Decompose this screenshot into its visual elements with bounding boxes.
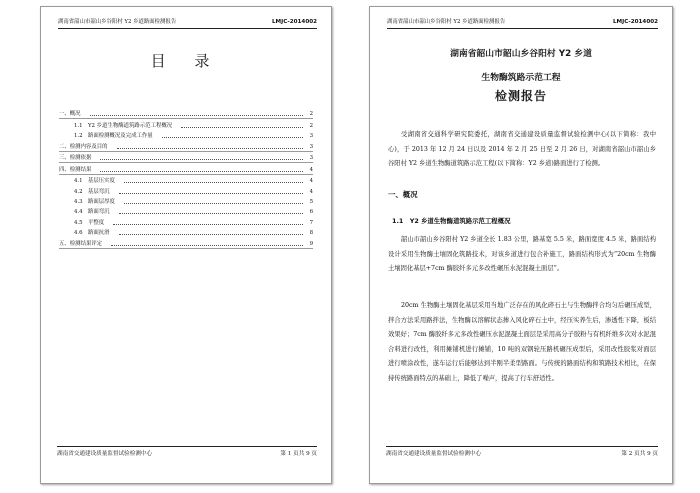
toc-title: 目 录 [150,52,222,70]
toc-leader-dots [119,192,303,194]
toc-entry[interactable] [59,152,313,163]
toc-page-number: 9 [309,240,313,247]
subsection-heading: 1.1 Y2 乡道生物酶道筑路示范工程概况 [392,217,511,225]
toc-leader-dots [90,114,303,116]
toc-entry[interactable] [59,130,313,140]
toc-leader-dots [119,233,303,235]
toc-entry-text: 五、检测结果评定 [59,240,103,247]
toc-leader-dots [124,202,303,204]
header-title: 湖南省韶山市韶山乡谷阳村 Y2 乡道路面检测报告 [387,19,506,25]
report-title-line3: 检测报告 [494,89,547,103]
toc-leader-dots [100,158,303,160]
toc-entry-text: 4.3 路面层厚度 [74,198,115,205]
intro-paragraph: 受湖南省交通科学研究院委托，湖南省交通建设质量监督试验检测中心(以下简称：我中心)，于 2013 年 12 月 24 日以及 2014 年 2 月 25 日至 2 月 26 日，对湖南省韶山市韶山乡谷阳村 Y2 乡道生物酶道筑路示范工程(以下简称：Y2 乡道)路面进行了检测。 [388,131,656,168]
toc-leader-dots [117,147,303,149]
toc-page-number: 4 [309,178,313,185]
toc-entry-text: 4.5 平整度 [74,219,105,226]
toc-leader-dots [181,126,303,128]
toc-page-number: 6 [309,209,313,216]
toc-list [59,108,313,249]
toc-leader-dots [111,244,303,246]
toc-page-number: 4 [309,166,313,173]
toc-leader-dots [119,212,303,214]
toc-entry[interactable] [59,206,313,216]
footer-org: 湖南省交通建设质量监督试验检测中心 [57,451,153,457]
toc-page-number: 3 [309,133,313,140]
toc-entry[interactable] [59,216,313,226]
toc-page-number: 3 [309,155,313,162]
header-code: LMJC-2014002 [271,19,317,25]
toc-entry-text: 4.6 路面抗滑 [74,230,110,237]
toc-page-number: 2 [309,111,313,118]
toc-leader-dots [162,136,303,138]
toc-page [40,6,332,484]
toc-entry-text: 四、检测结果 [59,166,92,173]
toc-entry[interactable] [59,237,313,248]
page-footer [386,446,658,459]
toc-entry[interactable] [59,175,313,185]
toc-leader-dots [100,170,303,172]
toc-page-number: 3 [309,143,313,150]
toc-page-number: 4 [309,188,313,195]
page-header [58,16,317,29]
toc-leader-dots [124,181,303,183]
report-title-line1: 湖南省韶山市韶山乡谷阳村 Y2 乡道 [450,49,592,59]
footer-org: 湖南省交通建设质量监督试验检测中心 [386,451,482,457]
toc-entry-text: 二、检测内容及目的 [59,143,108,150]
toc-entry-text: 一、概况 [59,111,81,118]
toc-entry[interactable] [59,140,313,151]
overview-paragraph: 韶山市韶山乡谷阳村 Y2 乡道全长 1.83 公里，路基宽 5.5 米，路面宽度 4.5 米，路面结构设计采用生物酶土壤固化筑路技术，对该乡道进行包合补施工，路面结构形式为“20cm 生物酶土壤固化基层+7cm 酶胶纤多元多改性碾压水泥混凝土面层”。 [388,236,656,273]
footer-page-number: 第 2 页共 9 页 [621,451,658,457]
toc-entry[interactable] [59,163,313,174]
header-title: 湖南省韶山市韶山乡谷阳村 Y2 乡道路面检测报告 [58,19,177,25]
toc-entry-text: 4.2 基层弯沉 [74,188,110,195]
toc-entry[interactable] [59,119,313,129]
toc-entry-text: 4.4 路面弯沉 [74,209,110,216]
page-footer [57,446,317,459]
toc-page-number: 2 [309,122,313,129]
report-title-line2: 生物酶筑路示范工程 [481,73,561,83]
toc-entry[interactable] [59,108,313,119]
toc-entry-text: 4.1 基层压实度 [74,178,115,185]
toc-entry-text: 三、检测依据 [59,155,92,162]
toc-page-number: 7 [309,219,313,226]
structure-paragraph: 20cm 生物酶土壤固化基层采用当地广泛存在的风化碎石土与生物酶拌合均匀后碾压成型，拌合方法采用路拌法，生物酶以溶解状态掺入风化碎石土中，经压实养生后，渗透性下降，板结效果好；7cm 酶胶纤多元多改性碾压水泥混凝土面层是采用高分子胶粉与有机纤维多次对水泥混合料进行改性，利用摊铺机进行摊铺，10 吨的双钢轮压路机碾压成型后，采用改性胶浆对面层进行喷涂改性，遂车运行后能够达到半刚半柔型路面。与传统的路面结构和筑路技术相比，在保持传统路面特点的基础上，降低了噪声，提高了行车舒适性。 [388,302,656,382]
toc-entry[interactable] [59,227,313,237]
section-heading: 一、概况 [388,190,418,199]
toc-page-number: 8 [309,230,313,237]
toc-page-number: 5 [309,198,313,205]
toc-entry[interactable] [59,196,313,206]
header-code: LMJC-2014002 [612,19,658,25]
page-header [387,16,658,29]
toc-entry-text: 1.1 Y2 乡道生物酶道筑路示范工程概况 [74,122,173,129]
footer-page-number: 第 1 页共 9 页 [280,451,317,457]
toc-entry-text: 1.2 路面检测概况及完成工作量 [74,133,153,140]
toc-leader-dots [113,223,303,225]
report-page [369,6,673,484]
toc-entry[interactable] [59,185,313,195]
